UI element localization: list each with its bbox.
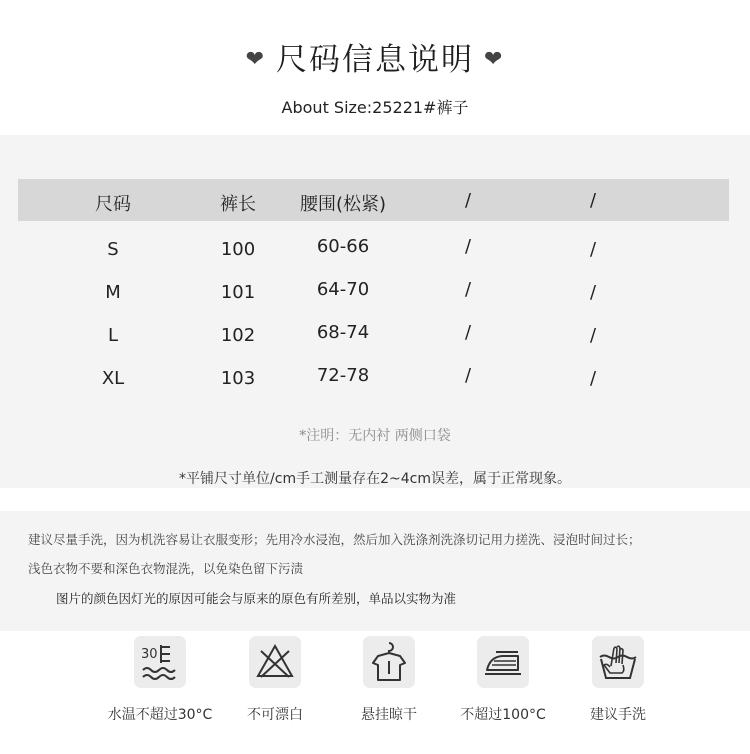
size-cell: M [105,282,121,303]
column-header: 裤长 [220,194,256,215]
waist-cell: 72-78 [316,365,370,386]
empty-cell: / [589,239,597,260]
size-table-section [0,135,750,488]
column-header: / [464,190,472,211]
care-icons-row [0,631,750,754]
length-cell: 101 [220,282,256,303]
hang-dry-icon [363,636,415,688]
no-bleach-icon [249,636,301,688]
table-row [18,236,729,279]
column-header: 尺码 [95,194,131,215]
care-item [95,636,225,724]
care-item [324,636,454,724]
color-disclaimer: 图片的颜色因灯光的原因可能会与原来的原色有所差别，单品以实物为准 [56,591,457,606]
hand-wash-icon [592,636,644,688]
remark-note: *注明：无内衬 两侧口袋 [299,428,451,444]
table-header [18,179,729,221]
table-row [18,322,729,365]
waist-cell: 60-66 [316,236,370,257]
table-row [18,365,729,408]
length-cell: 100 [220,239,256,260]
care-label: 不可漂白 [247,707,303,723]
wash-temp-badge: 30 [141,647,158,662]
empty-cell: / [589,282,597,303]
waist-cell: 64-70 [316,279,370,300]
empty-cell: / [464,279,472,300]
length-cell: 103 [220,368,256,389]
header [0,0,750,135]
care-label: 不超过100°C [460,707,546,723]
wash-text: 浅色衣物不要和深色衣物混洗，以免染色留下污渍 [28,561,304,576]
care-label: 悬挂晾干 [361,707,417,723]
empty-cell: / [589,368,597,389]
empty-cell: / [589,325,597,346]
size-cell: L [107,325,119,346]
empty-cell: / [464,365,472,386]
empty-cell: / [464,322,472,343]
size-cell: S [107,239,119,260]
wash-text: 建议尽量手洗，因为机洗容易让衣服变形；先用冷水浸泡，然后加入洗涤剂洗涤切记用力搓洗、浸泡时间过长； [28,532,641,547]
table-row [18,279,729,322]
care-label: 水温不超过30°C [107,707,213,723]
washing-instructions [0,511,750,631]
care-item [553,636,683,724]
empty-cell: / [464,236,472,257]
iron-icon [477,636,529,688]
heart-icon: ❤ [245,47,266,72]
wash-30-icon [134,636,186,688]
column-header: / [589,190,597,211]
waist-cell: 68-74 [316,322,370,343]
page-title [0,34,750,79]
subtitle: About Size:25221#裤子 [281,98,469,117]
title-text: 尺码信息说明 [276,42,474,78]
length-cell: 102 [220,325,256,346]
care-label: 建议手洗 [590,707,646,723]
care-item [210,636,340,724]
size-cell: XL [101,368,125,389]
measurement-note: *平铺尺寸单位/cm手工测量存在2~4cm误差，属于正常现象。 [179,471,571,487]
care-item [438,636,568,724]
heart-icon: ❤ [484,47,505,72]
column-header: 腰围(松紧) [299,194,387,215]
